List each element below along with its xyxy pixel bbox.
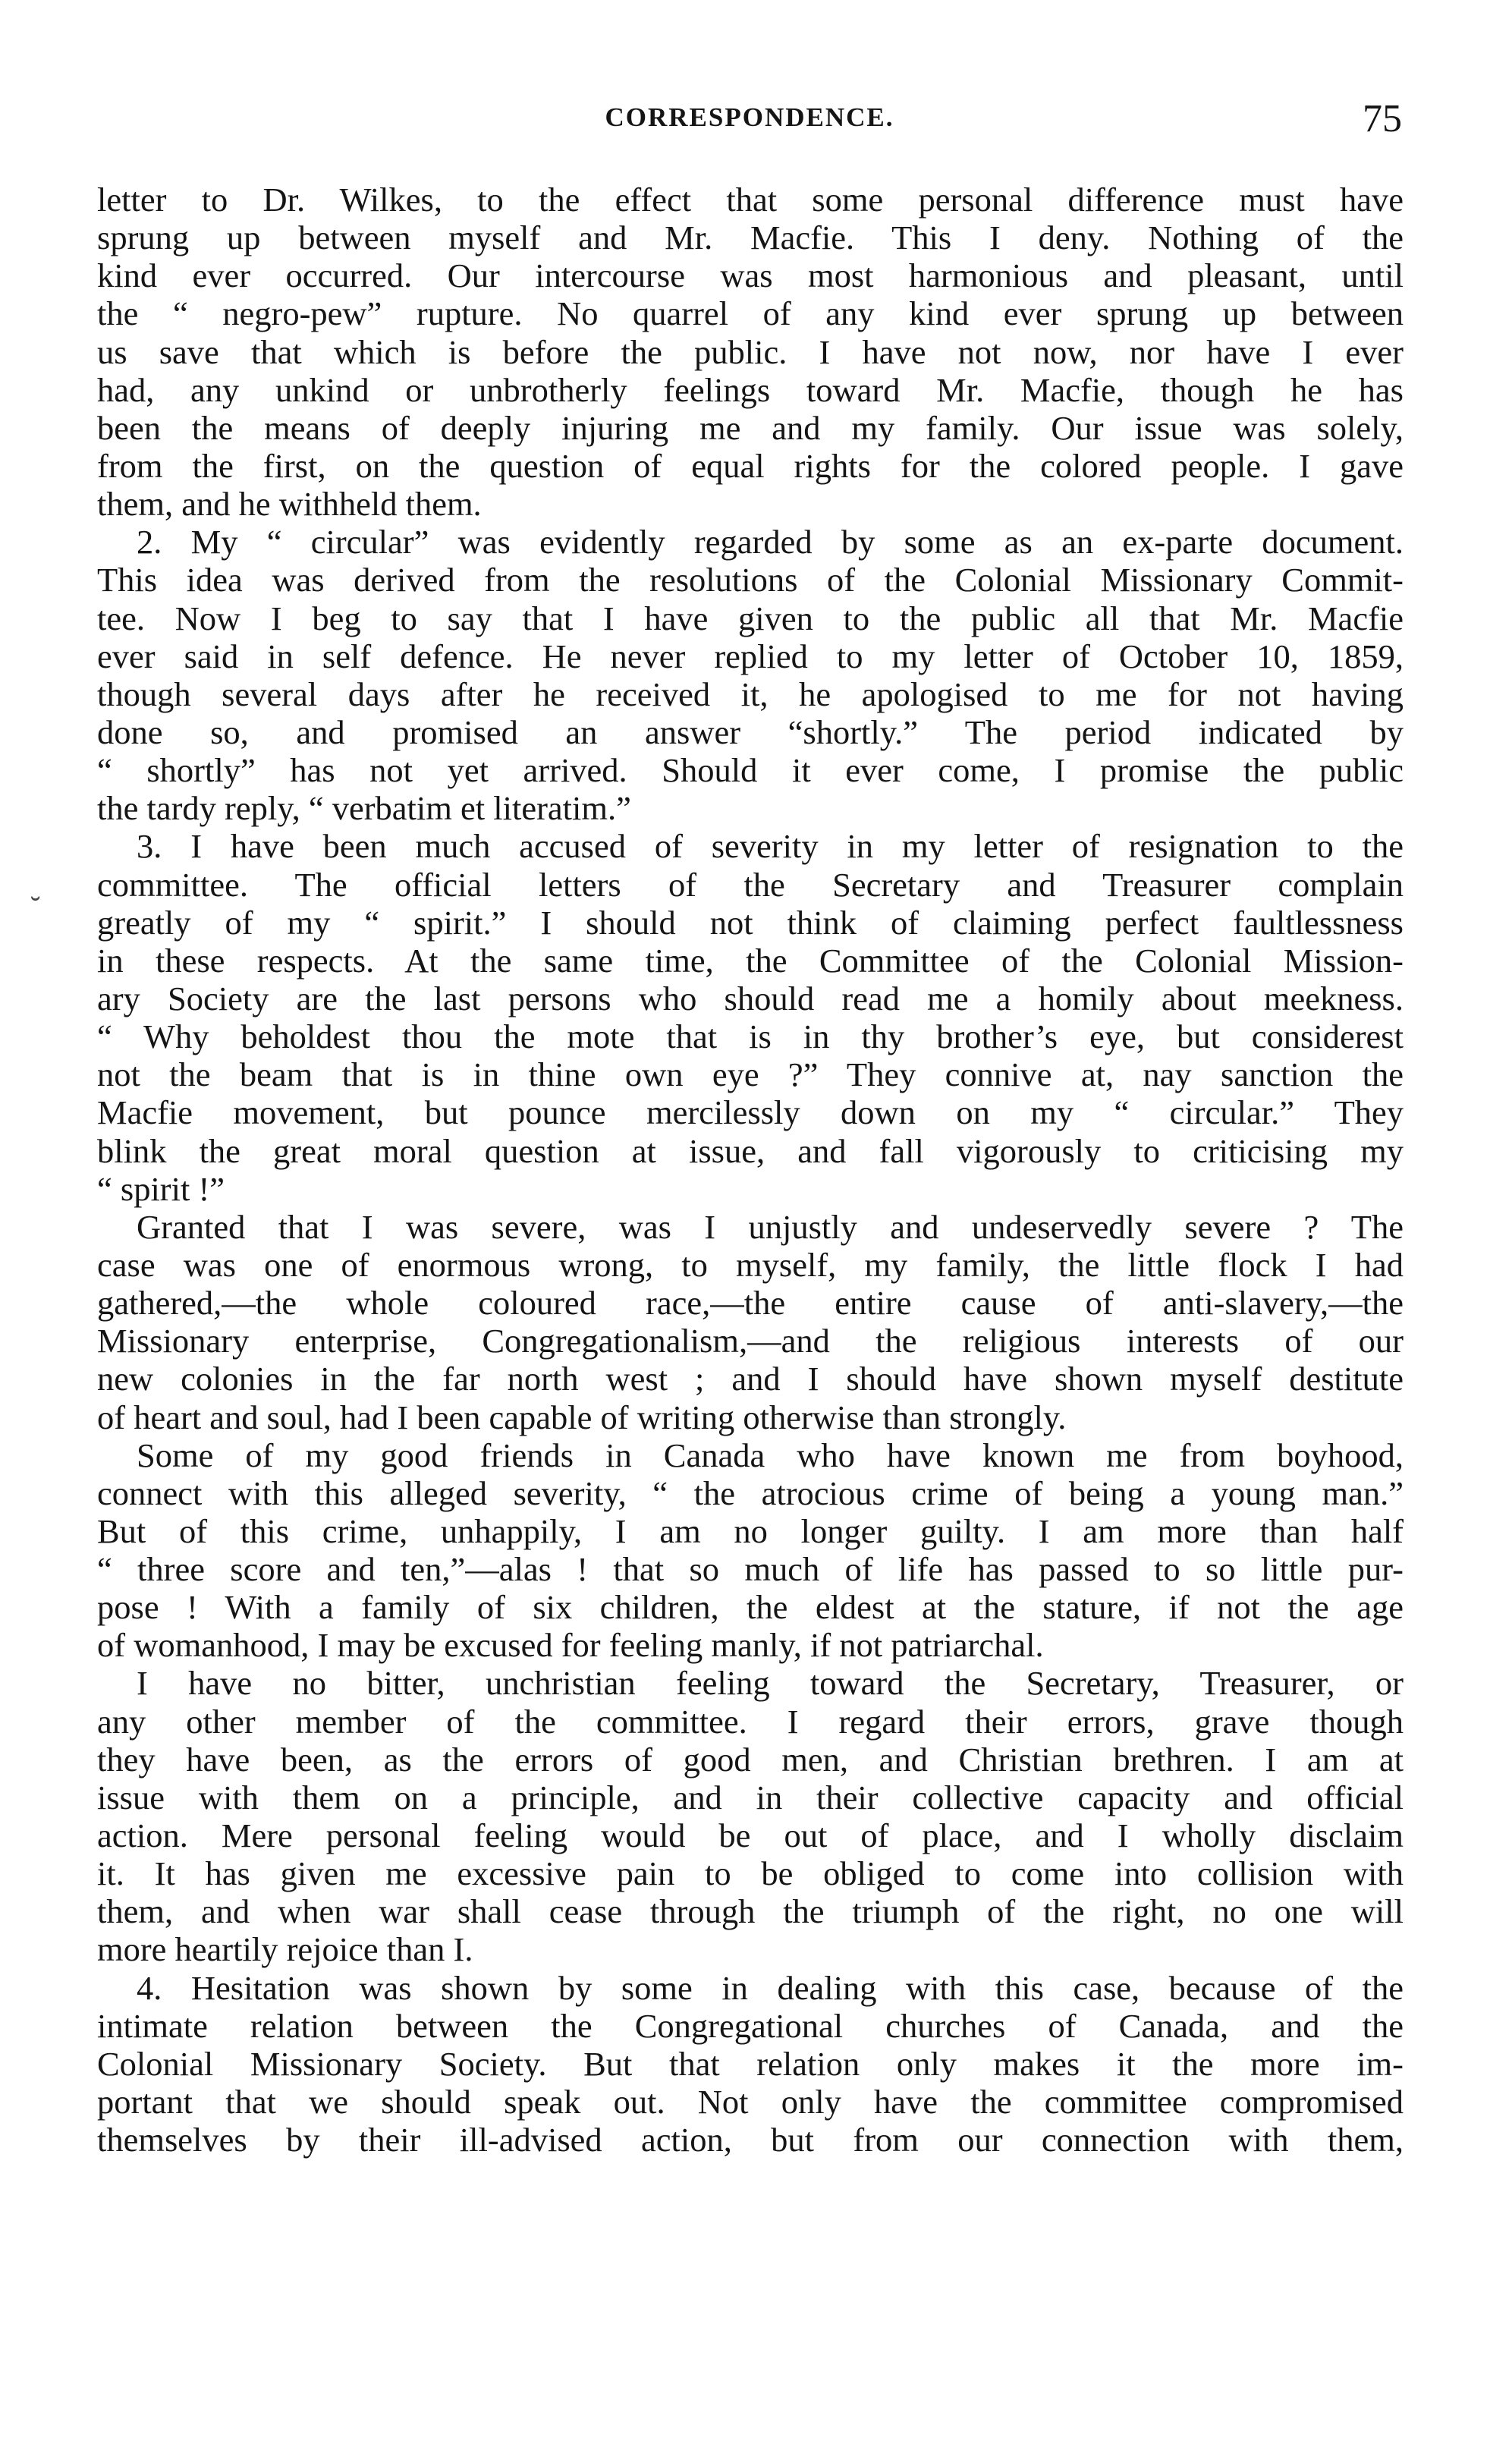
- text-line: done so, and promised an answer “shortly.” The period indicated by: [97, 712, 1404, 751]
- running-head: [97, 97, 1402, 148]
- text-line: But of this crime, unhappily, I am no longer guilty. I am more than half: [97, 1511, 1404, 1550]
- body-text: [97, 181, 1404, 2159]
- text-line: us save that which is before the public. I have not now, nor have I ever: [97, 332, 1404, 371]
- text-line: greatly of my “ spirit.” I should not think of claiming perfect faultlessness: [97, 903, 1404, 942]
- text-line: blink the great moral question at issue, and fall vigorously to criticising my: [97, 1131, 1404, 1170]
- text-line: ary Society are the last persons who should read me a homily about meekness.: [97, 979, 1404, 1017]
- text-line: Macfie movement, but pounce mercilessly down on my “ circular.” They: [97, 1093, 1404, 1132]
- text-line: issue with them on a principle, and in their collective capacity and official: [97, 1778, 1404, 1816]
- text-line: “ three score and ten,”—alas ! that so much of life has passed to so little pur-: [97, 1550, 1404, 1589]
- text-line: had, any unkind or unbrotherly feelings toward Mr. Macfie, though he has: [97, 370, 1404, 409]
- text-line: the “ negro-pew” rupture. No quarrel of any kind ever sprung up between: [97, 294, 1404, 333]
- text-line: the tardy reply, “ verbatim et literatim.”: [97, 789, 631, 828]
- text-line: sprung up between myself and Mr. Macfie. This I deny. Nothing of the: [97, 219, 1404, 257]
- text-line: from the first, on the question of equal rights for the colored people. I gave: [97, 446, 1404, 485]
- text-line: ever said in self defence. He never replied to my letter of October 10, 1859,: [97, 637, 1404, 675]
- text-line: themselves by their ill-advised action, but from our connection with them,: [97, 2121, 1404, 2159]
- text-line: though several days after he received it, he apologised to me for not having: [97, 675, 1404, 713]
- text-line: them, and when war shall cease through the triumph of the right, no one will: [97, 1892, 1404, 1931]
- text-line: them, and he withheld them.: [97, 485, 482, 524]
- paragraph-first-line: 2. My “ circular” was evidently regarded by some as an ex-parte document.: [137, 523, 1404, 561]
- text-line: pose ! With a family of six children, the eldest at the stature, if not the age: [97, 1588, 1404, 1627]
- text-line: action. Mere personal feeling would be out of place, and I wholly disclaim: [97, 1816, 1404, 1855]
- text-line: portant that we should speak out. Not only have the committee compromised: [97, 2083, 1404, 2121]
- margin-mark: ˘: [30, 890, 41, 924]
- text-line: gathered,—the whole coloured race,—the entire cause of anti-slavery,—the: [97, 1284, 1404, 1322]
- text-line: kind ever occurred. Our intercourse was most harmonious and pleasant, until: [97, 256, 1404, 295]
- text-line: tee. Now I beg to say that I have given to the public all that Mr. Macfie: [97, 599, 1404, 637]
- paragraph-first-line: Some of my good friends in Canada who have known me from boyhood,: [137, 1436, 1404, 1474]
- text-line: in these respects. At the same time, the Committee of the Colonial Mission-: [97, 941, 1404, 980]
- text-line: “ Why beholdest thou the mote that is in thy brother’s eye, but considerest: [97, 1017, 1404, 1056]
- text-line: Colonial Missionary Society. But that relation only makes it the more im-: [97, 2044, 1404, 2083]
- text-line: more heartily rejoice than I.: [97, 1930, 473, 1969]
- paragraph-first-line: I have no bitter, unchristian feeling toward the Secretary, Treasurer, or: [137, 1664, 1404, 1703]
- text-line: This idea was derived from the resolutions of the Colonial Missionary Commit-: [97, 561, 1404, 599]
- paragraph-first-line: 3. I have been much accused of severity in my letter of resignation to the: [137, 827, 1404, 866]
- running-title: CORRESPONDENCE.: [605, 102, 894, 132]
- text-line: Missionary enterprise, Congregationalism,—and the religious interests of our: [97, 1322, 1404, 1360]
- paragraph-first-line: 4. Hesitation was shown by some in dealing with this case, because of the: [137, 1968, 1404, 2007]
- paragraph-first-line: Granted that I was severe, was I unjustly and undeservedly severe ? The: [137, 1207, 1404, 1246]
- text-line: “ spirit !”: [97, 1169, 225, 1208]
- text-line: new colonies in the far north west ; and I should have shown myself destitute: [97, 1360, 1404, 1398]
- text-line: intimate relation between the Congregational churches of Canada, and the: [97, 2006, 1404, 2045]
- text-line: not the beam that is in thine own eye ?” They connive at, nay sanction the: [97, 1055, 1404, 1094]
- text-line: case was one of enormous wrong, to myself, my family, the little flock I had: [97, 1245, 1404, 1284]
- text-line: of heart and soul, had I been capable of writing otherwise than strongly.: [97, 1398, 1067, 1436]
- text-line: committee. The official letters of the Secretary and Treasurer complain: [97, 865, 1404, 904]
- text-line: it. It has given me excessive pain to be obliged to come into collision with: [97, 1854, 1404, 1893]
- text-line: been the means of deeply injuring me and my family. Our issue was solely,: [97, 408, 1404, 447]
- text-line: any other member of the committee. I regard their errors, grave though: [97, 1702, 1404, 1741]
- page-number: 75: [1363, 97, 1402, 140]
- text-line: connect with this alleged severity, “ the atrocious crime of being a young man.”: [97, 1473, 1404, 1512]
- text-line: “ shortly” has not yet arrived. Should it ever come, I promise the public: [97, 751, 1404, 790]
- text-line: of womanhood, I may be excused for feeling manly, if not patriarchal.: [97, 1626, 1044, 1665]
- text-line: they have been, as the errors of good men, and Christian brethren. I am at: [97, 1740, 1404, 1779]
- text-line: letter to Dr. Wilkes, to the effect that some personal difference must have: [97, 181, 1404, 219]
